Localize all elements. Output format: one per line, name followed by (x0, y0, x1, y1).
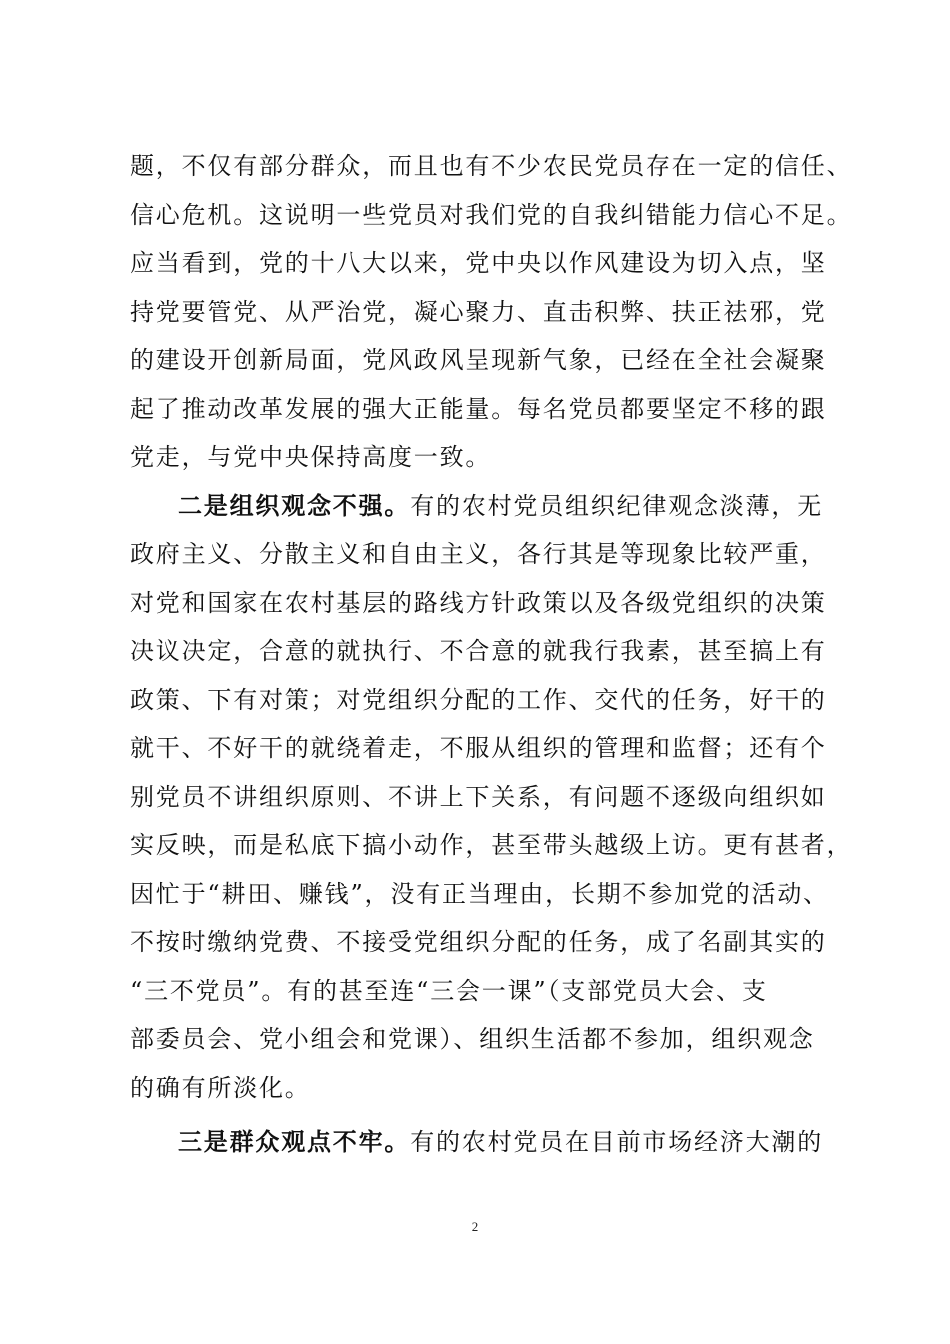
text-line: 就干、不好干的就绕着走，不服从组织的管理和监督；还有个 (130, 734, 827, 762)
text-line: 部委员会、党小组会和党课）、组织生活都不参加，组织观念 (130, 1025, 815, 1053)
body-text (130, 142, 853, 1167)
text-line: 决议决定，合意的就执行、不合意的就我行我素，甚至搞上有 (130, 637, 827, 665)
page-number: 2 (471, 1219, 479, 1234)
text-line: 别党员不讲组织原则、不讲上下关系，有问题不逐级向组织如 (130, 782, 827, 811)
text-line: 题，不仅有部分群众，而且也有不少农民党员存在一定的信任、 (130, 152, 853, 180)
text-line: 对党和国家在农村基层的路线方针政策以及各级党组织的决策 (130, 588, 827, 617)
text-line: 应当看到，党的十八大以来，党中央以作风建设为切入点，坚 (130, 249, 827, 277)
text-line: 的建设开创新局面，党风政风呈现新气象，已经在全社会凝聚 (130, 346, 827, 374)
section-3-text: 有的农村党员在目前市场经济大潮的 (410, 1128, 824, 1156)
text-line: “三不党员”。有的甚至连“三会一课”（支部党员大会、支 (130, 976, 768, 1005)
section-3-first-line (130, 1118, 830, 1167)
section-3-heading: 三是群众观点不牢。 (178, 1128, 411, 1156)
section-2-text: 有的农村党员组织纪律观念淡薄，无 (410, 491, 824, 520)
text-line: 因忙于“耕田、赚钱”，没有正当理由，长期不参加党的活动、 (130, 879, 829, 908)
text-line: 政策、下有对策；对党组织分配的工作、交代的任务，好干的 (130, 685, 827, 714)
section-2-heading: 二是组织观念不强。 (178, 491, 411, 520)
text-line: 政府主义、分散主义和自由主义，各行其是等现象比较严重， (130, 540, 827, 568)
section-2-first-line (130, 482, 830, 531)
text-line: 实反映，而是私底下搞小动作，甚至带头越级上访。更有甚者， (130, 831, 853, 859)
text-line: 起了推动改革发展的强大正能量。每名党员都要坚定不移的跟 (130, 394, 827, 423)
text-line: 党走，与党中央保持高度一致。 (130, 443, 492, 471)
text-line: 持党要管党、从严治党，凝心聚力、直击积弊、扶正祛邪，党 (130, 297, 827, 326)
text-line: 不按时缴纳党费、不接受党组织分配的任务，成了名副其实的 (130, 928, 827, 956)
text-line: 的确有所淡化。 (130, 1073, 311, 1102)
text-line: 信心危机。这说明一些党员对我们党的自我纠错能力信心不足。 (130, 200, 853, 229)
